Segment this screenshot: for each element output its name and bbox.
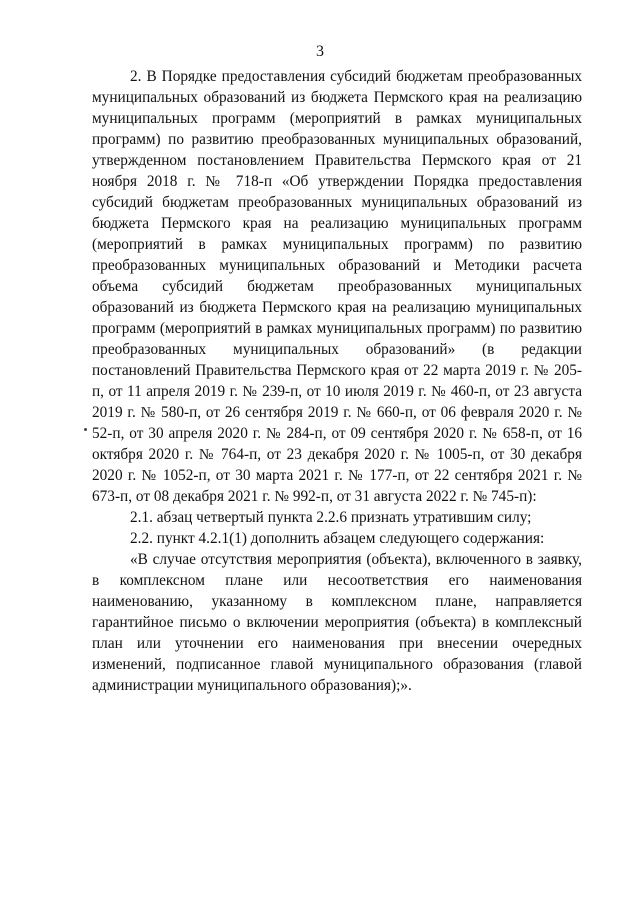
scan-speck	[84, 428, 87, 431]
paragraph-item-2-1: 2.1. абзац четвертый пункта 2.2.6 признать утратившим силу;	[130, 509, 532, 526]
page-number: 3	[316, 43, 324, 60]
document-body	[92, 66, 582, 696]
paragraph-quoted-addition: «В случае отсутствия мероприятия (объекта), включенного в заявку, в комплексном плане или несоответствия его наименования наименованию, указанному в комплексном плане, направляется гарантийное письмо о включении мероприятия (объекта) в комплексный план или уточнении его наименования при внесении очередных изменений, подписанное главой муниципального образования (главой администрации муниципального образования);».	[92, 551, 582, 694]
paragraph-amendment-intro: 2. В Порядке предоставления субсидий бюджетам преобразованных муниципальных образований из бюджета Пермского края на реализацию муниципальных программ (мероприятий в рамках муниципальных программ) по развитию преобразованных муниципальных образований, утвержденном постановлением Правительства Пермского края от 21 ноября 2018 г. № 718-п «Об утверждении Порядка предоставления субсидий бюджетам преобразованных муниципальных образований из бюджета Пермского края на реализацию муниципальных программ (мероприятий в рамках муниципальных программ) по развитию преобразованных муниципальных образований и Методики расчета объема субсидий бюджетам преобразованных муниципальных образований из бюджета Пермского края на реализацию муниципальных программ (мероприятий в рамках муниципальных программ) по развитию преобразованных муниципальных образований» (в редакции постановлений Правительства Пермского края от 22 марта 2019 г. № 205-п, от 11 апреля 2019 г. № 239-п, от 10 июля 2019 г. № 460-п, от 23 августа 2019 г. № 580-п, от 26 сентября 2019 г. № 660-п, от 06 февраля 2020 г. № 52-п, от 30 апреля 2020 г. № 284-п, от 09 сентября 2020 г. № 658-п, от 16 октября 2020 г. № 764-п, от 23 декабря 2020 г. № 1005-п, от 30 декабря 2020 г. № 1052-п, от 30 марта 2021 г. № 177-п, от 22 сентября 2021 г. № 673-п, от 08 декабря 2021 г. № 992-п, от 31 августа 2022 г. № 745-п):	[92, 68, 582, 505]
paragraph-item-2-2: 2.2. пункт 4.2.1(1) дополнить абзацем следующего содержания:	[130, 530, 545, 547]
